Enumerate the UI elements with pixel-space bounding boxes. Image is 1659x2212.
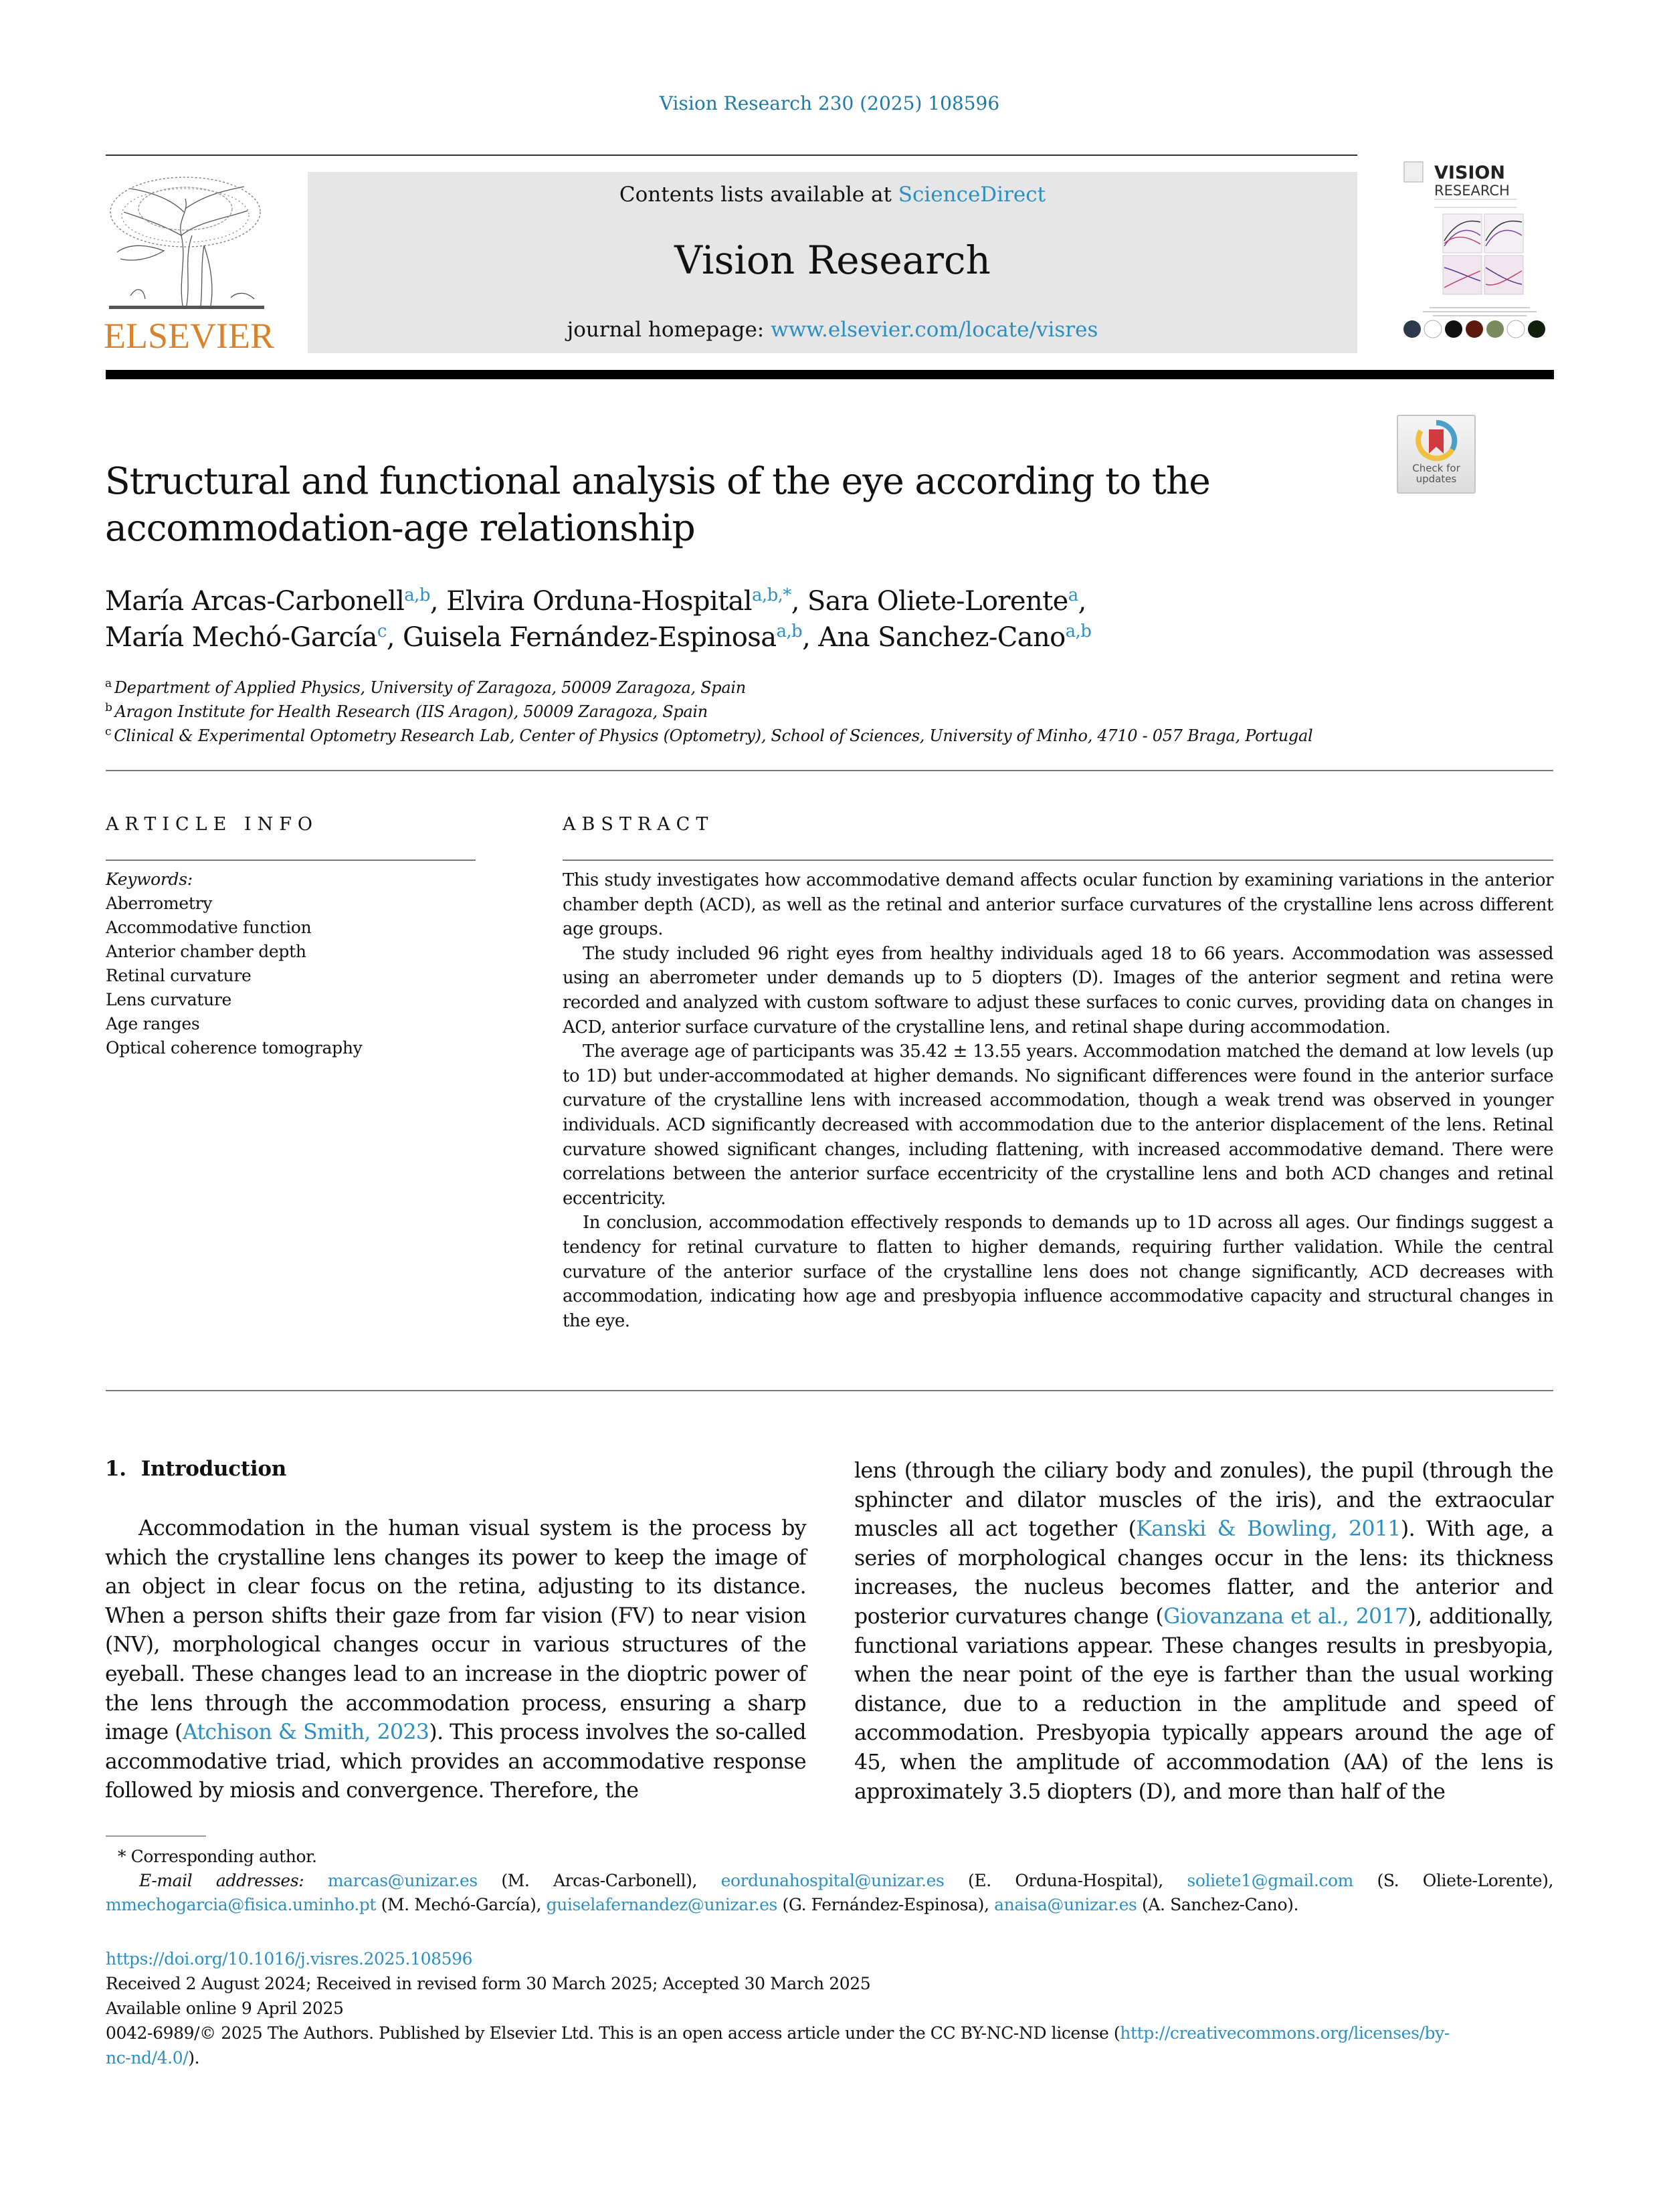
footnotes: [106, 1845, 1553, 1917]
keyword: Anterior chamber depth: [106, 942, 306, 961]
section-number: 1.: [105, 1457, 126, 1481]
keyword: Age ranges: [106, 1014, 200, 1033]
journal-cover-image: [1403, 161, 1553, 353]
journal-citation-link[interactable]: Vision Research 230 (2025) 108596: [659, 92, 1000, 114]
contents-prefix: Contents lists available at: [619, 183, 898, 207]
body-paragraph: lens (through the ciliary body and zonules), the pupil (through the sphincter and dilator muscles of the iris), and the extraocular muscles all act together (Kanski & Bowling, 2011). With age, a series of morphological changes occur in the lens: its thickness increases, the nucleus becomes flatter, and the anterior and posterior curvatures change (Giovanzana et al., 2017), additionally, functional variations appear. These changes results in presbyopia, when the near point of the eye is farther than the usual working distance, due to a reduction in the amplitude and speed of accommodation. Presbyopia typically appears around the age of 45, when the amplitude of accommodation (AA) of the lens is approximately 3.5 diopters (D), and more than half of the: [854, 1459, 1554, 1804]
email-link[interactable]: marcas@unizar.es: [327, 1871, 478, 1890]
affiliations: [105, 676, 1550, 748]
elsevier-wordmark: ELSEVIER: [104, 316, 274, 356]
author-name[interactable]: Sara Oliete-Lorente: [807, 586, 1068, 617]
doi-link[interactable]: https://doi.org/10.1016/j.visres.2025.108596: [106, 1949, 473, 1969]
author-name[interactable]: Guisela Fernández-Espinosa: [403, 622, 777, 653]
body-column-left: [105, 1514, 806, 1806]
journal-name: Vision Research: [674, 237, 991, 283]
email-link[interactable]: anaisa@unizar.es: [994, 1895, 1137, 1914]
homepage-prefix: journal homepage:: [567, 318, 771, 342]
keyword: Retinal curvature: [106, 966, 252, 985]
keyword: Aberrometry: [106, 894, 213, 913]
author-affiliation-marker[interactable]: a,b: [776, 621, 803, 641]
received-dates: Received 2 August 2024; Received in revised form 30 March 2025; Accepted 30 March 2025: [106, 1974, 871, 1993]
author-list: María Arcas-Carbonell$^{a,b}$, Elvira Orduna-Hospital$^{a,b,*}$, Sara Oliete-Lorente$^a$, María Mechó-García$^c$, Guisela Fernández-Espinosa$^{a,b}$, Ana Sanchez-Cano$^{a,b}$: [105, 585, 1092, 653]
abstract-paragraph: This study investigates how accommodative demand affects ocular function by examining variations in the anterior chamber depth (ACD), as well as the retinal and anterior surface curvatures of the crystalline lens across different age groups.: [563, 870, 1553, 940]
keyword: Lens curvature: [106, 990, 232, 1009]
abstract-paragraph: In conclusion, accommodation effectively responds to demands up to 1D across all ages. Our findings suggest a tendency for retinal curvature to flatten to higher demands, requiring further validation. While the central curvature of the anterior surface of the crystalline lens does not change significantly, ACD decreases with accommodation, indicating how age and presbyopia influence accommodative capacity and structural changes in the eye.: [563, 1213, 1553, 1331]
journal-header-box: [308, 172, 1357, 353]
author-affiliation-marker[interactable]: c: [377, 621, 387, 641]
keyword: Accommodative function: [106, 918, 312, 937]
author-name[interactable]: Elvira Orduna-Hospital: [446, 586, 752, 617]
author-name[interactable]: María Mechó-García: [105, 622, 377, 653]
email-link[interactable]: mmechogarcia@fisica.uminho.pt: [106, 1895, 377, 1914]
journal-homepage-link[interactable]: www.elsevier.com/locate/visres: [771, 318, 1098, 342]
author-name[interactable]: Ana Sanchez-Cano: [818, 622, 1066, 653]
check-updates-label: Check for updates: [1412, 462, 1460, 485]
email-link[interactable]: guiselafernandez@unizar.es: [546, 1895, 777, 1914]
cover-title-vision: VISION: [1434, 163, 1505, 183]
author-affiliation-marker[interactable]: a,b,*: [752, 585, 791, 605]
body-column-right: [854, 1457, 1553, 1807]
email-link[interactable]: eordunahospital@unizar.es: [720, 1871, 945, 1890]
author-affiliation-marker[interactable]: a,b: [404, 585, 430, 605]
keywords-list: [106, 868, 476, 1060]
email-addresses: E-mail addresses: marcas@unizar.es (M. Arcas-Carbonell), eordunahospital@unizar.es (E. Orduna-Hospital), soliete1@gmail.com (S. Oliete-Lorente), mmechogarcia@fisica.uminho.pt (M. Mechó-García), guiselafernandez@unizar.es (G. Fernández-Espinosa), anaisa@unizar.es (A. Sanchez-Cano).: [106, 1871, 1553, 1914]
author-affiliation-marker[interactable]: a,b: [1065, 621, 1092, 641]
divider: [563, 860, 1553, 861]
affiliation-item: $^b$ Aragon Institute for Health Research (IIS Aragon), 50009 Zaragoza, Spain: [105, 701, 708, 721]
corresponding-author-note: * Corresponding author.: [118, 1847, 317, 1866]
license-link[interactable]: http://creativecommons.org/licenses/by-: [1120, 2023, 1450, 2043]
section-title: Introduction: [140, 1457, 286, 1481]
header-top-rule: [106, 155, 1357, 156]
abstract-heading: ABSTRACT: [563, 814, 714, 835]
citation-link[interactable]: Giovanzana et al., 2017: [1163, 1604, 1408, 1629]
check-updates-icon: [1413, 419, 1460, 466]
check-for-updates-button[interactable]: [1397, 415, 1476, 494]
divider: [106, 860, 476, 861]
divider: [106, 1390, 1553, 1391]
license-line: 0042-6989/© 2025 The Authors. Published by Elsevier Ltd. This is an open access article under the CC BY-NC-ND license (http://creativecommons.org/licenses/by-: [106, 2023, 1450, 2043]
cover-title-research: RESEARCH: [1434, 183, 1510, 199]
sciencedirect-link[interactable]: ScienceDirect: [898, 183, 1046, 207]
elsevier-logo[interactable]: [104, 172, 274, 356]
license-link[interactable]: nc-nd/4.0/: [106, 2048, 189, 2068]
citation-link[interactable]: Kanski & Bowling, 2011: [1136, 1517, 1401, 1542]
keywords-label: Keywords:: [106, 870, 193, 889]
email-label: E-mail addresses:: [139, 1871, 304, 1890]
author-name[interactable]: María Arcas-Carbonell: [105, 586, 405, 617]
section-heading-introduction: [105, 1457, 286, 1481]
header-black-bar: [106, 370, 1554, 379]
footnote-separator: [106, 1835, 206, 1837]
journal-cover-thumbnail[interactable]: [1403, 161, 1553, 353]
author-affiliation-marker[interactable]: a: [1068, 585, 1078, 605]
keyword: Optical coherence tomography: [106, 1038, 363, 1058]
article-title: Structural and functional analysis of the eye according to the accommodation-age relationship: [105, 460, 1210, 549]
abstract-body: [563, 868, 1553, 1333]
affiliation-item: $^c$ Clinical & Experimental Optometry Research Lab, Center of Physics (Optometry), School of Sciences, University of Minho, 4710 - 057 Braga, Portugal: [105, 725, 1313, 745]
email-link[interactable]: soliete1@gmail.com: [1187, 1871, 1353, 1890]
citation-link[interactable]: Atchison & Smith, 2023: [182, 1720, 429, 1745]
publication-info: https://doi.org/10.1016/j.visres.2025.108596 Received 2 August 2024; Received in revised form 30 March 2025; Accepted 30 March 2025 Available online 9 April 2025 0042-6989/© 2025 The Authors. Published by Elsevier Ltd. This is an open access article under the CC BY-NC-ND license (http://creativecommons.org/licenses/by- nc-nd/4.0/).: [106, 1946, 1553, 2070]
homepage-line: [308, 318, 1357, 342]
article-info-heading: ARTICLE INFO: [106, 814, 319, 835]
affiliation-item: $^a$ Department of Applied Physics, University of Zaragoza, 50009 Zaragoza, Spain: [105, 677, 746, 697]
contents-line: [308, 183, 1357, 207]
abstract-paragraph: The average age of participants was 35.42 ± 13.55 years. Accommodation matched the demand at low levels (up to 1D) but under-accommodated at higher demands. No significant differences were found in the anterior surface curvature of the crystalline lens with increased accommodation, though a weak trend was observed in younger individuals. ACD significantly decreased with accommodation due to the anterior displacement of the lens. Retinal curvature showed significant changes, including flattening, with increased accommodative demand. There were correlations between the anterior surface eccentricity of the crystalline lens and both ACD changes and retinal eccentricity.: [563, 1041, 1553, 1209]
elsevier-tree-icon: [104, 172, 268, 312]
available-online: Available online 9 April 2025: [106, 1999, 344, 2018]
divider: [106, 770, 1553, 771]
body-paragraph: Accommodation in the human visual system is the process by which the crystalline lens changes its power to keep the image of an object in clear focus on the retina, adjusting to its distance. When a person shifts their gaze from far vision (FV) to near vision (NV), morphological changes occur in various structures of the eyeball. These changes lead to an increase in the dioptric power of the lens through the accommodation process, ensuring a sharp image (Atchison & Smith, 2023). This process involves the so-called accommodative triad, which provides an accommodative response followed by miosis and convergence. Therefore, the: [105, 1516, 806, 1803]
abstract-paragraph: The study included 96 right eyes from healthy individuals aged 18 to 66 years. Accommodation was assessed using an aberrometer under demands up to 5 diopters (D). Images of the anterior segment and retina were recorded and analyzed with custom software to adjust these surfaces to conic curves, providing data on changes in ACD, anterior surface curvature of the crystalline lens, and retinal shape during accommodation.: [563, 943, 1553, 1037]
